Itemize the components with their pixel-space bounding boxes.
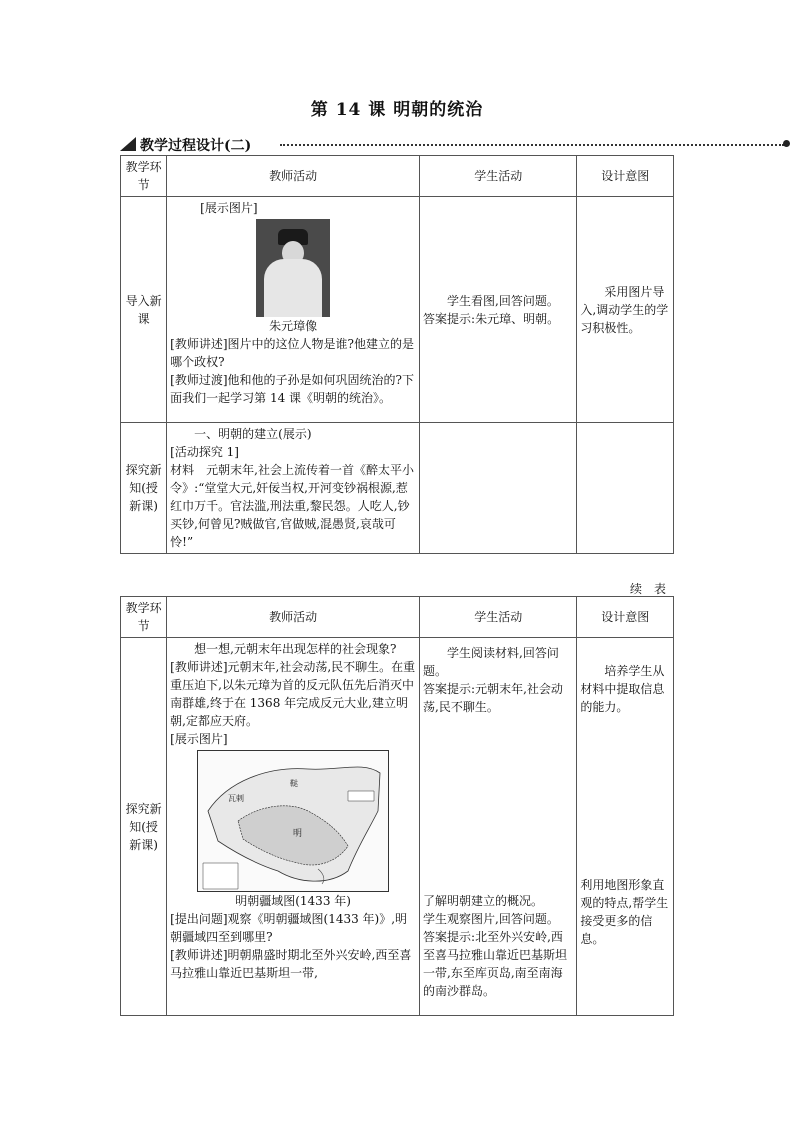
lesson-table-2 bbox=[120, 596, 674, 1016]
header-stage: 教学环节 bbox=[121, 597, 167, 638]
student-cell bbox=[420, 638, 577, 1016]
header-student: 学生活动 bbox=[420, 156, 577, 197]
table-header-row bbox=[121, 156, 674, 197]
activity-label: [活动探究 1] bbox=[170, 445, 239, 459]
map-caption: 明朝疆域图(1433 年) bbox=[235, 894, 351, 908]
portrait-caption: 朱元璋像 bbox=[269, 319, 318, 333]
think-question: 想一想,元朝末年出现怎样的社会现象? bbox=[194, 642, 397, 656]
header-student: 学生活动 bbox=[420, 597, 577, 638]
intent-cell bbox=[577, 423, 674, 554]
header-stage: 教学环节 bbox=[121, 156, 167, 197]
continued-label: 续 表 bbox=[630, 582, 667, 596]
map-label-center: 明 bbox=[293, 829, 303, 839]
table-row bbox=[121, 423, 674, 554]
student-cell bbox=[420, 423, 577, 554]
student-answer: 答案提示:元朝末年,社会动荡,民不聊生。 bbox=[423, 682, 563, 714]
ming-map-image bbox=[197, 750, 389, 892]
map-label-west: 瓦剌 bbox=[228, 794, 245, 803]
stage-cell: 导入新课 bbox=[121, 197, 167, 423]
table-header-row bbox=[121, 597, 674, 638]
intent-text-2: 利用地图形象直观的特点,帮学生接受更多的信息。 bbox=[580, 878, 669, 946]
student-text-3: 学生观察图片,回答问题。 bbox=[423, 912, 559, 926]
header-intent: 设计意图 bbox=[577, 156, 674, 197]
teacher-transition: [教师过渡]他和他的子孙是如何巩固统治的?下面我们一起学习第 14 课《明朝的统治》。 bbox=[170, 373, 414, 405]
section-label: 教学过程设计(二) bbox=[140, 138, 252, 154]
dot-icon bbox=[783, 140, 790, 147]
dotted-rule bbox=[280, 144, 784, 146]
intent-text: 培养学生从材料中提取信息的能力。 bbox=[580, 664, 665, 714]
teacher-question: [提出问题]观察《明朝疆域图(1433 年)》,明朝疆域四至到哪里? bbox=[170, 912, 408, 944]
teacher-cell bbox=[167, 423, 420, 554]
stage-cell: 探究新知(授新课) bbox=[121, 423, 167, 554]
stage-cell: 探究新知(授新课) bbox=[121, 638, 167, 1016]
show-pic-label: [展示图片] bbox=[170, 732, 228, 746]
student-text-2: 了解明朝建立的概况。 bbox=[423, 894, 544, 908]
material-text: 材料 元朝末年,社会上流传着一首《醉太平小令》:“堂堂大元,奸佞当权,开河变钞祸根源,惹红巾万千。官法滥,刑法重,黎民怨。人吃人,钞买钞,何曾见?贼做官,官做贼,混愚贤,哀哉可怜!” bbox=[170, 463, 414, 549]
lesson-table-1 bbox=[120, 155, 674, 554]
teacher-lecture-2: [教师讲述]明朝鼎盛时期北至外兴安岭,西至喜马拉雅山靠近巴基斯坦一带, bbox=[170, 948, 412, 980]
student-cell bbox=[420, 197, 577, 423]
intent-text: 采用图片导入,调动学生的学习积极性。 bbox=[580, 284, 669, 335]
student-text: 学生阅读材料,回答问题。 bbox=[423, 646, 559, 678]
teacher-lecture: [教师讲述]图片中的这位人物是谁?他建立的是哪个政权? bbox=[170, 337, 414, 369]
header-intent: 设计意图 bbox=[577, 597, 674, 638]
teacher-lecture: [教师讲述]元朝末年,社会动荡,民不聊生。在重重压迫下,以朱元璋为首的反元队伍先后消灭中南群雄,终于在 1368 年完成反元大业,建立明朝,定都应天府。 bbox=[170, 660, 416, 728]
map-label-north: 鞑 bbox=[290, 779, 299, 788]
section-header bbox=[120, 135, 790, 153]
teacher-cell bbox=[167, 197, 420, 423]
section-heading: 一、明朝的建立(展示) bbox=[194, 427, 312, 441]
header-teacher: 教师活动 bbox=[167, 597, 420, 638]
student-text: 学生看图,回答问题。 bbox=[447, 293, 559, 308]
teacher-cell bbox=[167, 638, 420, 1016]
student-answer-2: 答案提示:北至外兴安岭,西至喜马拉雅山靠近巴基斯坦一带,东至库页岛,南至南海的南沙群岛。 bbox=[423, 930, 568, 998]
intent-cell bbox=[577, 197, 674, 423]
show-pic-label: [展示图片] bbox=[200, 201, 258, 215]
intent-cell bbox=[577, 638, 674, 1016]
page-title: 第 14 课 明朝的统治 bbox=[310, 100, 484, 120]
table-row bbox=[121, 638, 674, 1016]
triangle-icon bbox=[120, 137, 136, 151]
student-answer: 答案提示:朱元璋、明朝。 bbox=[423, 311, 560, 326]
header-teacher: 教师活动 bbox=[167, 156, 420, 197]
table-row bbox=[121, 197, 674, 423]
portrait-image bbox=[256, 219, 330, 317]
